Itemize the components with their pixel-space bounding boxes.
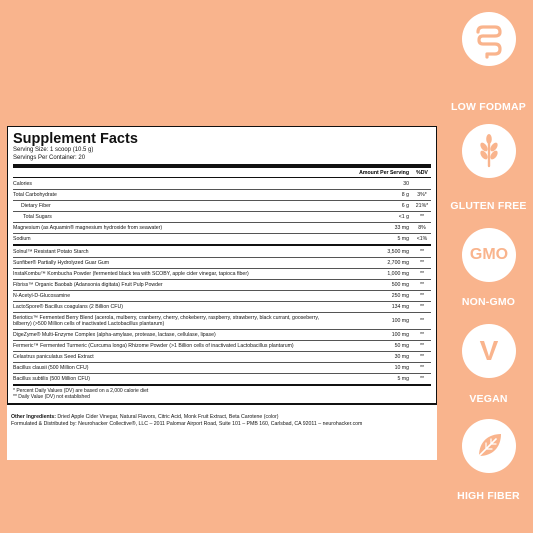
facts-column-header [13, 168, 431, 178]
ingredient-rows [13, 246, 431, 384]
facts-row [13, 279, 431, 290]
facts-title: Supplement Facts [13, 131, 138, 147]
facts-row [13, 200, 431, 211]
row-name: Solnul™ Resistant Potato Starch [13, 248, 89, 255]
facts-row [13, 312, 431, 329]
footnote-dv: * Percent Daily Values (DV) are based on a 2,000 calorie diet [13, 388, 149, 395]
row-name: Bacillus clausii (500 Million CFU) [13, 365, 89, 372]
facts-row [13, 268, 431, 279]
high-fiber-label: HIGH FIBER [457, 490, 520, 502]
other-ingredients-label: Other Ingredients: [11, 414, 56, 420]
row-name: Calories [13, 180, 33, 187]
row-dv: ** [419, 332, 425, 339]
row-amount: 1,000 mg [387, 271, 409, 278]
row-name: Fibriss™ Organic Baobab (Adansonia digitata) Fruit Pulp Powder [13, 282, 163, 289]
row-name: Total Carbohydrate [13, 192, 57, 199]
row-amount: 30 [403, 180, 409, 187]
row-dv: ** [419, 271, 425, 278]
facts-row [13, 189, 431, 200]
row-amount: 100 mg [391, 318, 409, 325]
row-dv: 8% [418, 225, 426, 232]
row-amount: 5 mg [397, 236, 409, 243]
row-name: Sodium [13, 236, 31, 243]
facts-row [13, 329, 431, 340]
row-dv: ** [419, 282, 425, 289]
amount-header: Amount Per Serving [359, 169, 409, 176]
facts-row [13, 178, 431, 189]
row-name: Dietary Fiber [21, 203, 51, 210]
row-amount: 33 mg [394, 225, 409, 232]
row-name: LactoSpore® Bacillus coagulans (2 Billion CFU) [13, 304, 123, 311]
row-amount: 6 g [401, 203, 409, 210]
other-ingredients [7, 414, 437, 428]
row-dv: ** [419, 214, 425, 221]
row-amount: 250 mg [391, 293, 409, 300]
gluten-free-badge [462, 124, 516, 178]
low-fodmap-label: LOW FODMAP [451, 101, 526, 113]
row-dv: ** [419, 354, 425, 361]
row-name: DigeZyme® Multi-Enzyme Complex (alpha-amylase, protease, lactase, cellulase, lipase) [13, 332, 216, 339]
leaf-icon [462, 419, 516, 473]
vegan-badge [462, 324, 516, 378]
row-name: Beriotics™ Fermented Berry Blend (acerola, mulberry, cranberry, cherry, chokeberry, raspberry, strawberry, black currant, gooseberry, bilberry) (>500 Million cells of inactivated Lactobacillus plantarum) [13, 315, 320, 328]
row-dv: ** [419, 260, 425, 267]
row-amount: <1 g [398, 214, 409, 221]
supplement-facts-panel [7, 126, 437, 460]
supplement-facts-box [7, 126, 437, 405]
high-fiber-badge [462, 419, 516, 473]
row-name: Fermeric™ Fermented Turmeric (Curcuma longa) Rhizome Powder (>1 Billion cells of inactivated Lactobacillus plantarum) [13, 343, 294, 350]
row-dv: ** [419, 248, 425, 255]
facts-row [13, 246, 431, 257]
facts-row [13, 373, 431, 384]
row-amount: 10 mg [394, 365, 409, 372]
facts-row [13, 222, 431, 233]
row-dv: ** [419, 343, 425, 350]
row-amount: 500 mg [391, 282, 409, 289]
facts-row [13, 211, 431, 222]
row-dv: ** [419, 293, 425, 300]
facts-row [13, 290, 431, 301]
row-name: Sunfiber® Partially Hydrolyzed Guar Gum [13, 260, 110, 267]
other-ingredients-text: Dried Apple Cider Vinegar, Natural Flavors, Citric Acid, Monk Fruit Extract, Beta Carotene (color) [57, 414, 279, 420]
row-dv: ** [419, 304, 425, 311]
row-dv: ** [419, 318, 425, 325]
vegan-label: VEGAN [469, 393, 508, 405]
badge-column [444, 0, 533, 533]
row-amount: 30 mg [394, 354, 409, 361]
vegan-icon: V [479, 335, 499, 366]
formulated-by: Formulated & Distributed by: Neurohacker Collective®, LLC – 2011 Palomar Airport Road, Suite 101 – PMB 160, Carlsbad, CA 92011 – neurohacker.com [11, 421, 363, 427]
intestine-icon [462, 12, 516, 66]
facts-row [13, 257, 431, 268]
row-dv: 21%* [415, 203, 429, 210]
row-amount: 2,700 mg [387, 260, 409, 267]
gluten-free-label: GLUTEN FREE [450, 200, 527, 212]
row-dv: ** [419, 376, 425, 383]
facts-row [13, 362, 431, 373]
nutrient-rows [13, 178, 431, 244]
row-name: Magnesium (as Aquamin® magnesium hydroxide from seawater) [13, 225, 163, 232]
serving-size: Serving Size: 1 scoop (10.5 g) [13, 147, 94, 153]
row-amount: 3,500 mg [387, 248, 409, 255]
row-name: Celastrus paniculatus Seed Extract [13, 354, 94, 361]
row-name: Bacillus subtilis (500 Million CFU) [13, 376, 90, 383]
row-amount: 8 g [401, 192, 409, 199]
footnote-not-established: ** Daily Value (DV) not established [13, 393, 90, 400]
wheat-icon [462, 124, 516, 178]
servings-per-container: Servings Per Container: 20 [13, 154, 86, 161]
footnotes [13, 386, 431, 403]
facts-row [13, 233, 431, 244]
row-dv: <1% [416, 236, 428, 243]
facts-row [13, 340, 431, 351]
facts-row [13, 351, 431, 362]
row-amount: 50 mg [394, 343, 409, 350]
row-amount: 134 mg [391, 304, 409, 311]
gmo-icon: GMO [469, 246, 509, 263]
row-name: InstaKombu™ Kombucha Powder (fermented black tea with SCOBY, apple cider vinegar, tapioca fiber) [13, 271, 249, 278]
row-dv: ** [419, 365, 425, 372]
dv-header: %DV [416, 169, 428, 176]
row-amount: 5 mg [397, 376, 409, 383]
row-amount: 100 mg [391, 332, 409, 339]
row-name: Total Sugars [23, 214, 52, 221]
row-dv: 3%* [417, 192, 427, 199]
non-gmo-label: NON-GMO [461, 296, 516, 308]
row-name: N-Acetyl-D-Glucosamine [13, 293, 71, 300]
non-gmo-badge [462, 228, 516, 282]
facts-row [13, 301, 431, 312]
low-fodmap-badge [462, 12, 516, 66]
